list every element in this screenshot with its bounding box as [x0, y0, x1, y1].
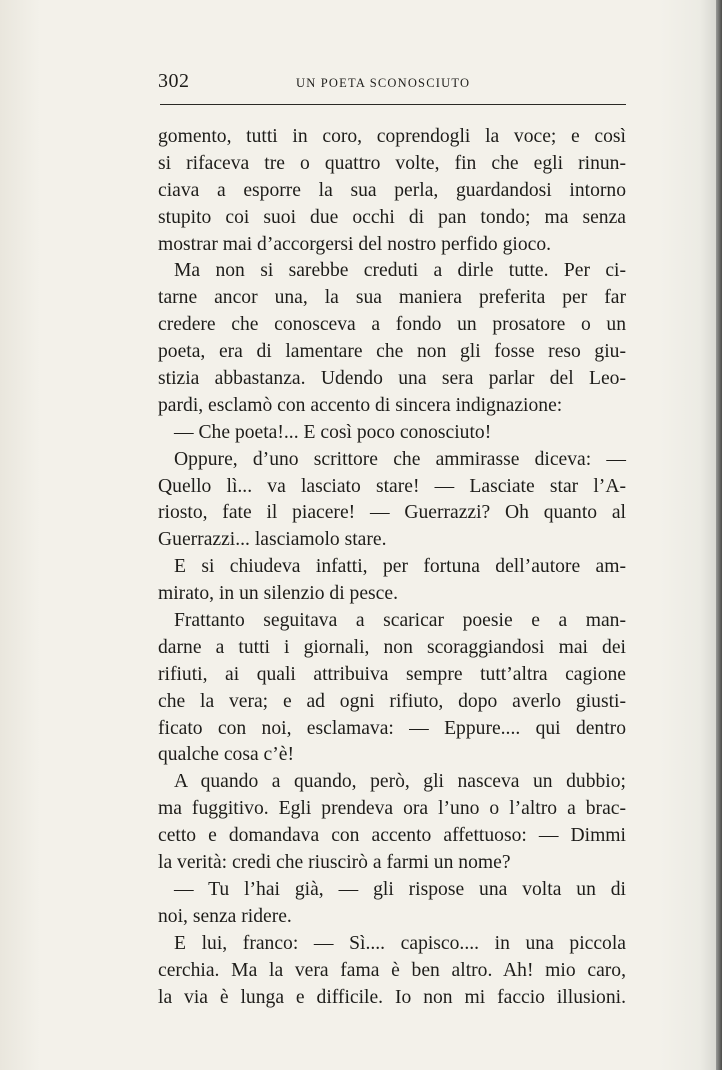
header-rule	[160, 104, 626, 105]
text-line: riosto, fate il piacere! — Guerrazzi? Oh quanto al	[158, 502, 626, 524]
text-line: la via è lunga e difficile. Io non mi faccio illusioni.	[158, 986, 626, 1008]
text-line: mirato, in un silenzio di pesce.	[158, 583, 398, 605]
text-line: — Che poeta!... E così poco conosciuto!	[174, 421, 492, 443]
text-line: si rifaceva tre o quattro volte, fin che egli rinun-	[158, 152, 626, 174]
text-line: qualche cosa c’è!	[158, 744, 294, 766]
text-line: ficato con noi, esclamava: — Eppure.... qui dentro	[158, 717, 626, 739]
text-line: stupito coi suoi due occhi di pan tondo; ma senza	[158, 206, 626, 228]
text-line: noi, senza ridere.	[158, 905, 292, 927]
text-line: cerchia. Ma la vera fama è ben altro. Ah! mio caro,	[158, 959, 626, 981]
text-line: Quello lì... va lasciato stare! — Lasciate star l’A-	[158, 475, 626, 497]
text-line: pardi, esclamò con accento di sincera indignazione:	[158, 394, 563, 416]
text-line: tarne ancor una, la sua maniera preferita per far	[158, 287, 626, 309]
text-line: che la vera; e ad ogni rifiuto, dopo averlo giusti-	[158, 690, 626, 712]
text-line: ma fuggitivo. Egli prendeva ora l’uno o l’altro a brac-	[158, 798, 626, 820]
text-line: Guerrazzi... lasciamolo stare.	[158, 529, 387, 551]
text-line: ciava a esporre la sua perla, guardandosi intorno	[158, 179, 626, 201]
page-number: 302	[158, 70, 190, 92]
body-text	[158, 124, 626, 1011]
text-line: Oppure, d’uno scrittore che ammirasse diceva: —	[174, 448, 626, 470]
text-line: A quando a quando, però, gli nasceva un dubbio;	[174, 771, 626, 793]
text-line: mostrar mai d’accorgersi del nostro perfido gioco.	[158, 233, 552, 255]
text-line: Frattanto seguitava a scaricar poesie e a man-	[174, 610, 626, 632]
text-line: stizia abbastanza. Udendo una sera parlar del Leo-	[158, 368, 626, 390]
text-line: gomento, tutti in coro, coprendogli la voce; e così	[158, 126, 626, 147]
text-line: la verità: credi che riuscirò a farmi un nome?	[158, 852, 511, 874]
running-title: UN POETA SCONOSCIUTO	[296, 76, 471, 90]
text-line: — Tu l’hai già, — gli rispose una volta un di	[174, 878, 626, 900]
text-line: E si chiudeva infatti, per fortuna dell’autore am-	[174, 556, 626, 578]
text-line: darne a tutti i giornali, non scoraggiandosi mai dei	[158, 636, 626, 658]
text-line: cetto e domandava con accento affettuoso: — Dimmi	[158, 825, 626, 847]
text-line: credere che conosceva a fondo un prosatore o un	[158, 314, 626, 336]
text-line: poeta, era di lamentare che non gli fosse reso giu-	[158, 341, 626, 363]
text-line: rifiuti, ai quali attribuiva sempre tutt’altra cagione	[158, 663, 626, 685]
text-line: E lui, franco: — Sì.... capisco.... in una piccola	[174, 932, 626, 954]
page-edge-shadow	[716, 0, 722, 1070]
text-line: Ma non si sarebbe creduti a dirle tutte. Per ci-	[174, 260, 626, 282]
